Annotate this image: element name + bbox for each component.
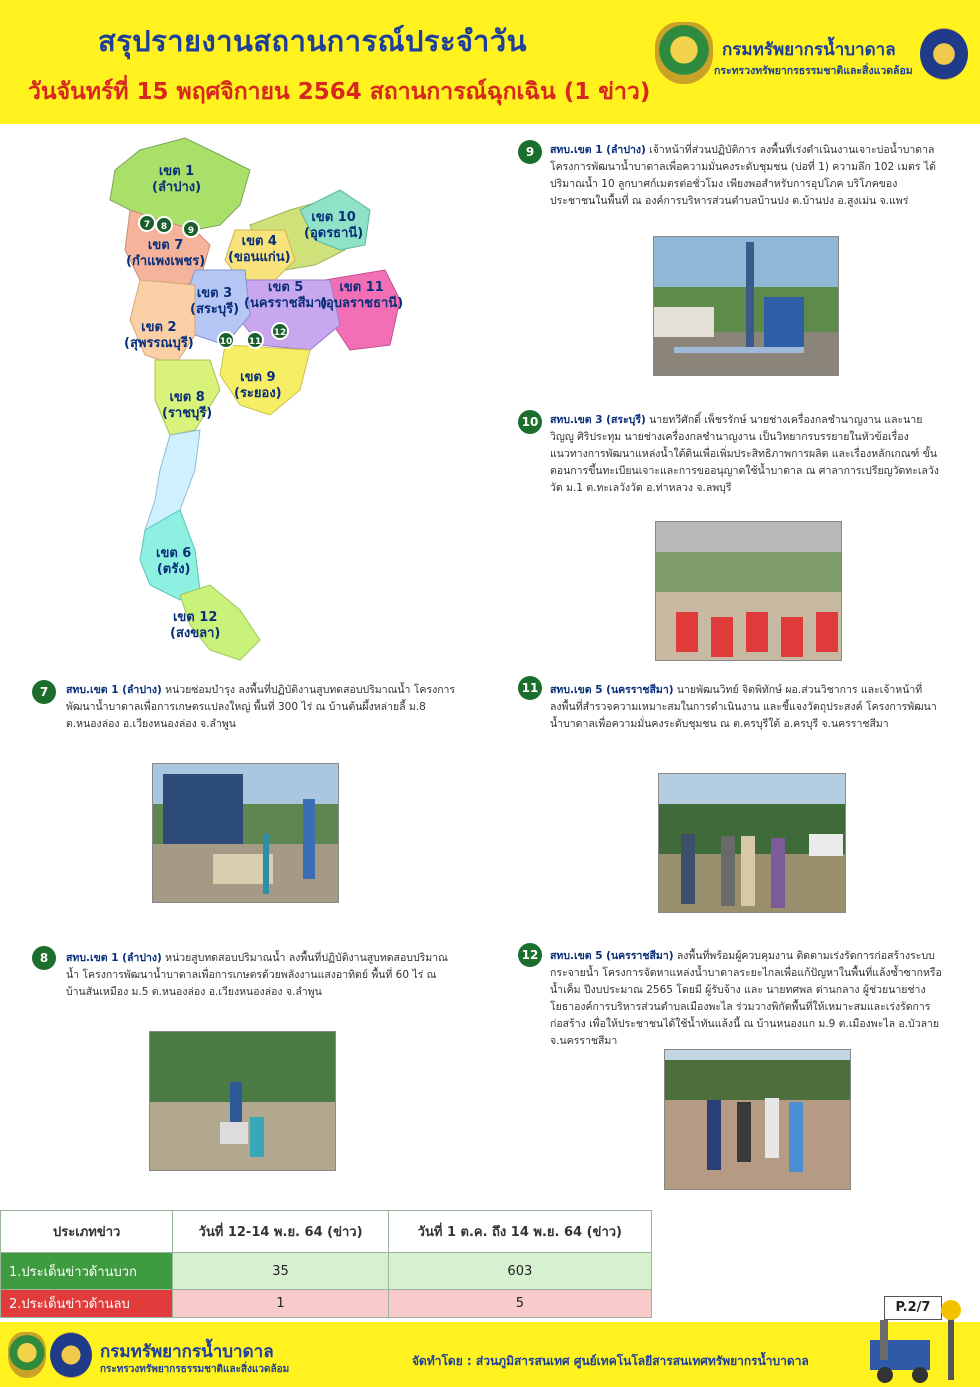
map-pin: 7 bbox=[138, 214, 156, 232]
news-item-text: สทบ.เขต 3 (สระบุรี) นายทวีศักดิ์ เพ็ชรรักษ์ นายช่างเครื่องกลชำนาญงาน และนายวิญญู ศิริประทุม นายช่างเครื่องกลชำนาญงาน เป็นวิทยากรบรรยายในหัวข้อเรื่องแนวทางการพัฒนาแหล่งน้ำใต้ดินเพื่อเพิ่มประสิทธิภาพการผลิต และเรื่องหลักเกณฑ์ ขั้นตอนการขึ้นทะเบียนเจาะและการขออนุญาตใช้น้ำบาดาล ณ ศาลาการเปรียญวัดทะเลวังวัด ม.1 ต.ทะเลวังวัด อ.ท่าหลวง จ.ลพบุรี bbox=[550, 414, 939, 494]
thailand-region-map bbox=[100, 130, 410, 670]
map-region-label: เขต 11 (อุบลราชธานี) bbox=[320, 280, 404, 311]
ministry-name: กระทรวงทรัพยากรธรรมชาติและสิ่งแวดล้อม bbox=[714, 65, 913, 77]
ministry-seal-icon bbox=[920, 28, 968, 80]
news-item-text: สทบ.เขต 5 (นครราชสีมา) ลงพื้นที่พร้อมผู้ควบคุมงาน ติดตามเร่งรัดการก่อสร้างระบบกระจายน้ำ โครงการจัดหาแหล่งน้ำบาดาลระยะไกลเพื่อแก้ปัญหาในพื้นที่แล้งซ้ำซากหรือน้ำเค็ม ปีงบประมาณ 2565 โดยมี ผู้รับจ้าง และ นายทศพล ด่านกลาง ผู้ช่วยนายช่างโยธาองค์การบริหารส่วนตำบลเมืองพะไล ร่วมวางพิกัดพื้นที่ให้เหมาะสมและเร่งรัดการก่อสร้าง เพื่อให้ประชาชนได้ใช้น้ำทันแล้งนี้ ณ บ้านหนองแก ม.9 ต.เมืองพะไล อ.บัวลาย จ.นครราชสีมา bbox=[550, 950, 942, 1047]
map-pin: 10 bbox=[217, 331, 235, 349]
item-number-badge: 7 bbox=[32, 680, 56, 704]
item-number-badge: 8 bbox=[32, 946, 56, 970]
site-survey-photo bbox=[659, 774, 846, 913]
map-region-label: เขต 5 (นครราชสีมา) bbox=[244, 280, 328, 311]
map-region-label: เขต 1 (ลำปาง) bbox=[152, 164, 202, 195]
table-header: วันที่ 1 ต.ค. ถึง 14 พ.ย. 64 (ข่าว) bbox=[388, 1211, 651, 1253]
table-header: ประเภทข่าว bbox=[1, 1211, 173, 1253]
news-item-text: สทบ.เขต 1 (ลำปาง) หน่วยซ่อมบำรุง ลงพื้นที่ปฏิบัติงานสูบทดสอบปริมาณน้ำ โครงการพัฒนาน้ำบาดาลเพื่อการเกษตรแปลงใหญ่ พื้นที่ 300 ไร่ ณ บ้านต้นผึ้งหล่ายลี้ ม.8 ต.หนองล่อง อ.เวียงหนองล่อง จ.ลำพูน bbox=[66, 684, 456, 730]
map-region-label: เขต 8 (ราชบุรี) bbox=[162, 390, 213, 421]
footer-credit: จัดทำโดย : ส่วนภูมิสารสนเทศ ศูนย์เทคโนโลยีสารสนเทศทรัพยากรน้ำบาดาล bbox=[412, 1354, 809, 1368]
news-item-text: สทบ.เขต 1 (ลำปาง) เจ้าหน้าที่ส่วนปฏิบัติการ ลงพื้นที่เร่งดำเนินงานเจาะบ่อน้ำบาดาล โครงการพัฒนาน้ำบาดาลเพื่อความมั่นคงระดับชุมชน (บ่อที่ 1) ความลึก 102 เมตร ได้ปริมาณน้ำ 10 ลูกบาศก์เมตรต่อชั่วโมง เพียงพอสำหรับการอุปโภค บริโภคของประชาชนในพื้นที่ ณ องค์การบริหารส่วนตำบลบ้านปง ต.บ้านปง อ.สูงเม่น จ.แพร่ bbox=[550, 144, 936, 207]
page-title: สรุปรายงานสถานการณ์ประจำวัน bbox=[98, 24, 527, 58]
page-subtitle: วันจันทร์ที่ 15 พฤศจิกายน 2564 สถานการณ์ฉุกเฉิน (1 ข่าว) bbox=[28, 79, 651, 105]
footer-ministry-name: กระทรวงทรัพยากรธรรมชาติและสิ่งแวดล้อม bbox=[100, 1364, 290, 1375]
item-number-badge: 11 bbox=[518, 676, 542, 700]
table-row bbox=[1, 1290, 652, 1318]
agency-name: กรมทรัพยากรน้ำบาดาล bbox=[722, 40, 896, 60]
seminar-photo bbox=[656, 522, 842, 661]
solar-well-photo bbox=[150, 1032, 336, 1171]
drilling-rig-photo bbox=[654, 237, 839, 376]
news-photo bbox=[152, 763, 339, 903]
agency-emblem-icon bbox=[655, 22, 713, 84]
row-label: 1.ประเด็นข่าวด้านบวก bbox=[1, 1253, 173, 1290]
news-item-text: สทบ.เขต 1 (ลำปาง) หน่วยสูบทดสอบปริมาณน้ำ ลงพื้นที่ปฏิบัติงานสูบทดสอบปริมาณน้ำ โครงการพัฒนาน้ำบาดาลเพื่อการเกษตรด้วยพลังงานแสงอาทิตย์ พื้นที่ 60 ไร่ ณ บ้านสันเหมือง ม.5 ต.หนองล่อง อ.เวียงหนองล่อง จ.ลำพูน bbox=[66, 952, 448, 998]
news-photo bbox=[149, 1031, 336, 1171]
map-pin: 9 bbox=[182, 220, 200, 238]
map-region-label: เขต 2 (สุพรรณบุรี) bbox=[124, 320, 194, 351]
table-cell: 603 bbox=[388, 1253, 651, 1290]
news-photo bbox=[655, 521, 842, 661]
table-cell: 5 bbox=[388, 1290, 651, 1318]
map-pin: 8 bbox=[155, 216, 173, 234]
map-region-label: เขต 9 (ระยอง) bbox=[234, 370, 282, 401]
row-label: 2.ประเด็นข่าวด้านลบ bbox=[1, 1290, 173, 1318]
map-region-label: เขต 7 (กำแพงเพชร) bbox=[126, 238, 206, 269]
ministry-seal-icon bbox=[50, 1332, 92, 1378]
news-photo bbox=[664, 1049, 851, 1190]
news-photo bbox=[658, 773, 846, 913]
item-number-badge: 12 bbox=[518, 943, 542, 967]
agency-emblem-icon bbox=[8, 1332, 46, 1378]
news-item-text: สทบ.เขต 5 (นครราชสีมา) นายพัฒนวิทย์ จิตพิทักษ์ ผอ.ส่วนวิชาการ และเจ้าหน้าที่ลงพื้นที่สำรวจความเหมาะสมในการดำเนินงาน และชี้แจงวัตถุประสงค์ โครงการพัฒนาน้ำบาดาลเพื่อความมั่นคงระดับชุมชน ณ ต.ครบุรีใต้ อ.ครบุรี จ.นครราชสีมา bbox=[550, 684, 937, 730]
map-region-label: เขต 3 (สระบุรี) bbox=[190, 286, 240, 317]
map-region-label: เขต 6 (ตรัง) bbox=[156, 546, 192, 577]
map-region-label: เขต 10 (อุดรธานี) bbox=[304, 210, 364, 241]
map-pin: 12 bbox=[271, 322, 289, 340]
map-region-label: เขต 4 (ขอนแก่น) bbox=[228, 234, 291, 265]
news-photo bbox=[653, 236, 839, 376]
map-region-label: เขต 12 (สงขลา) bbox=[170, 610, 221, 641]
map-pin: 11 bbox=[246, 331, 264, 349]
item-number-badge: 10 bbox=[518, 410, 542, 434]
news-summary-table bbox=[0, 1210, 652, 1318]
page-number: P.2/7 bbox=[884, 1296, 942, 1320]
table-row bbox=[1, 1253, 652, 1290]
table-header: วันที่ 12-14 พ.ย. 64 (ข่าว) bbox=[173, 1211, 388, 1253]
pump-test-photo bbox=[153, 764, 339, 903]
drilling-truck-icon bbox=[840, 1300, 980, 1387]
table-cell: 1 bbox=[173, 1290, 388, 1318]
construction-follow-up-photo bbox=[665, 1050, 851, 1190]
footer-agency-name: กรมทรัพยากรน้ำบาดาล bbox=[100, 1342, 274, 1362]
item-number-badge: 9 bbox=[518, 140, 542, 164]
table-cell: 35 bbox=[173, 1253, 388, 1290]
